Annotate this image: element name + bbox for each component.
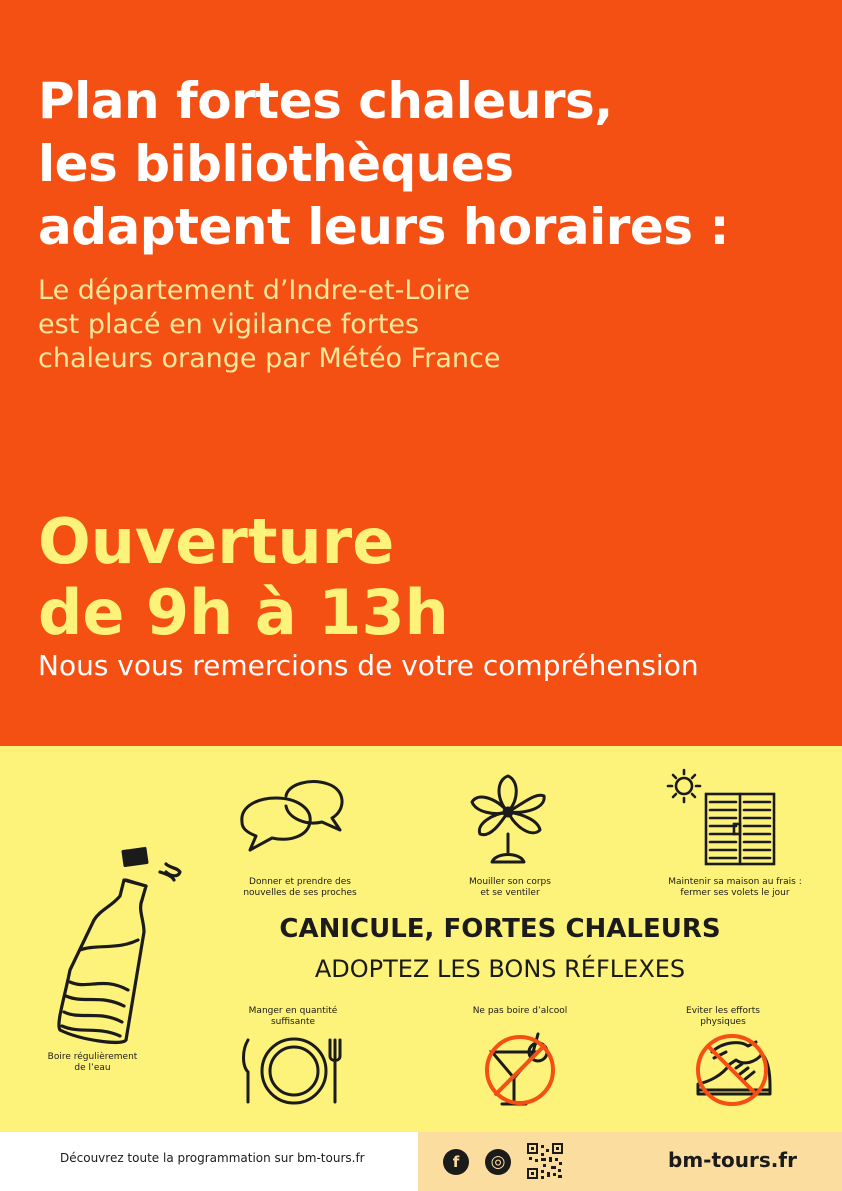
title-line: Plan fortes chaleurs, [38,72,613,130]
reflex-caption: Eviter les efforts physiques [686,1006,760,1027]
reflex-caption: Mouiller son corps et se ventiler [469,877,551,898]
footer-text: Découvrez toute la programmation sur bm-tours.fr [60,1151,365,1165]
opening-hours [38,506,798,648]
water-bottle-icon [40,840,190,1050]
vigilance-notice [38,274,738,376]
no-alcohol-icon [482,1030,560,1112]
reflex-caption: Ne pas boire d’alcool [472,1006,568,1016]
page-title [38,70,818,259]
qr-code-icon[interactable] [527,1143,563,1179]
instagram-icon[interactable]: ◎ [485,1149,511,1175]
thanks-message: Nous vous remercions de votre compréhension [38,649,699,682]
no-sneakers-icon [692,1032,776,1112]
opening-line: de 9h à 13h [38,576,449,649]
reflex-caption: Donner et prendre des nouvelles de ses proches [243,877,357,898]
website-link[interactable]: bm-tours.fr [668,1148,797,1172]
notice-line: chaleurs orange par Météo France [38,343,501,374]
shutters-sun-icon [664,766,780,870]
title-line: adaptent leurs horaires : [38,198,729,256]
facebook-icon[interactable]: f [443,1149,469,1175]
reflexes-subline: ADOPTEZ LES BONS RÉFLEXES [314,955,686,983]
fan-icon [466,772,550,866]
speech-bubbles-icon [236,776,350,862]
plate-cutlery-icon [240,1036,350,1106]
reflex-caption: Manger en quantité suffisante [248,1006,338,1027]
opening-line: Ouverture [38,505,395,578]
reflex-caption: Maintenir sa maison au frais : fermer ses volets le jour [668,877,802,898]
title-line: les bibliothèques [38,135,514,193]
notice-line: est placé en vigilance fortes [38,309,420,340]
notice-line: Le département d’Indre-et-Loire [38,275,471,306]
reflex-caption: Boire régulièrement de l’eau [47,1052,138,1073]
canicule-headline: CANICULE, FORTES CHALEURS [279,914,721,944]
